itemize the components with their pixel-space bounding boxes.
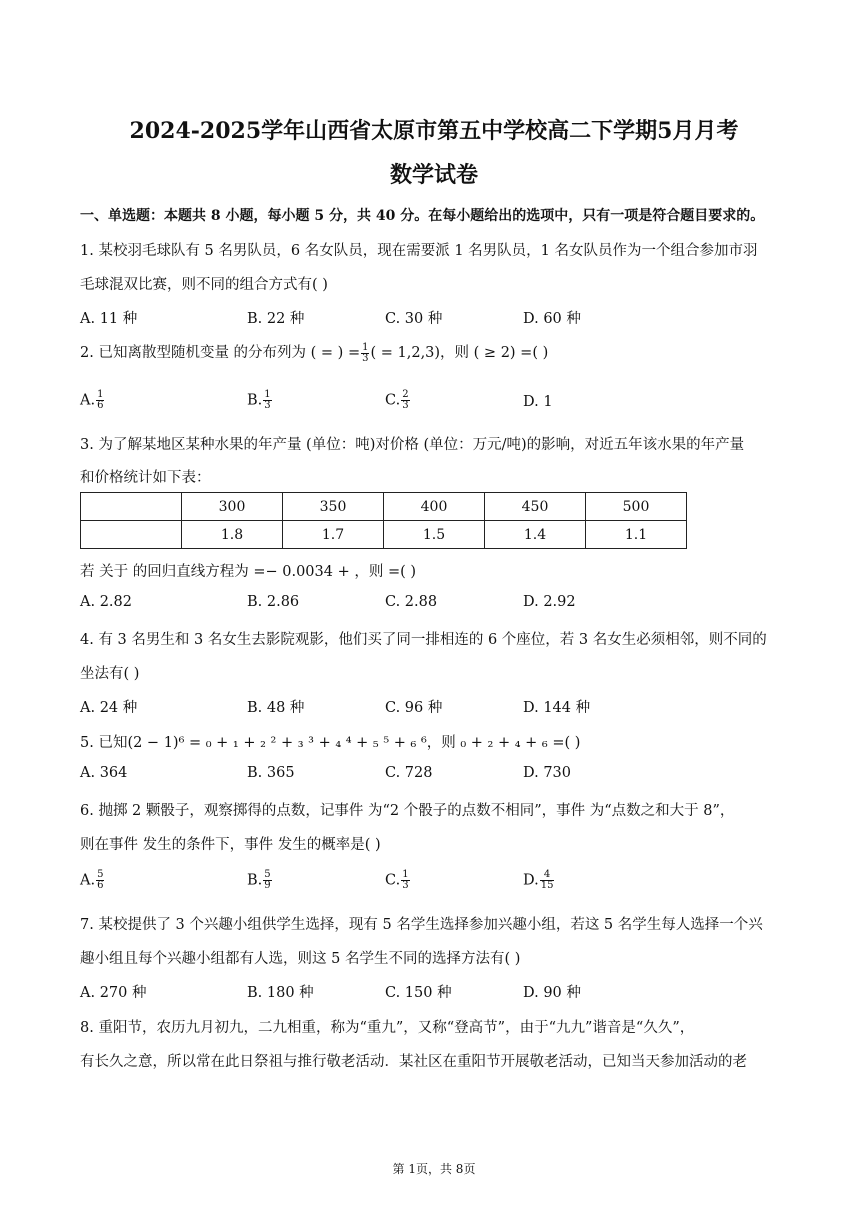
section-heading: 一、单选题：本题共 8 小题，每小题 5 分，共 40 分。在每小题给出的选项中，只有一项是符合题目要求的。: [80, 208, 765, 224]
table-cell: 1.5: [384, 521, 485, 549]
table-cell: 350: [283, 493, 384, 521]
q2-c-num: 2: [402, 389, 409, 400]
q3-line1: 3. 为了解某地区某种水果的年产量 (单位：吨)对价格 (单位：万元/吨)的影响，对近五年该水果的年产量: [80, 437, 745, 453]
q6-line2: 则在事件 发生的条件下，事件 发生的概率是( ): [80, 837, 381, 853]
q1-line1: 1. 某校羽毛球队有 5 名男队员，6 名女队员，现在需要派 1 名男队员，1 名女队员作为一个组合参加市羽: [80, 243, 758, 259]
q6-a-den: 6: [97, 880, 104, 891]
table-cell: 400: [384, 493, 485, 521]
q6-option-c-label: C.: [385, 872, 401, 889]
q4-option-b: B. 48 种: [247, 700, 305, 716]
q2-option-c-frac: [401, 390, 409, 411]
q6-a-num: 5: [97, 869, 104, 880]
q2-a-den: 6: [97, 400, 104, 411]
table-row: [81, 521, 687, 549]
q7-line1: 7. 某校提供了 3 个兴趣小组供学生选择，现有 5 名学生选择参加兴趣小组，若这 5 名学生每人选择一个兴: [80, 917, 763, 933]
q3-option-b: B. 2.86: [247, 594, 300, 610]
q2-option-a-label: A.: [80, 392, 96, 409]
q1-option-c: C. 30 种: [385, 311, 443, 327]
data-table: [80, 492, 687, 549]
q3-line3: 若 关于 的回归直线方程为 =− 0.0034 + ，则 =( ): [80, 564, 417, 580]
q3-option-a: A. 2.82: [80, 594, 132, 610]
q8-line2: 有长久之意，所以常在此日祭祖与推行敬老活动．某社区在重阳节开展敬老活动，已知当天参加活动的老: [80, 1054, 747, 1070]
q6-c-num: 1: [402, 869, 409, 880]
table-cell: [81, 521, 182, 549]
table-row: [81, 493, 687, 521]
q7-option-d: D. 90 种: [523, 985, 581, 1001]
q2-option-b: [247, 390, 273, 411]
q2-a-num: 1: [97, 389, 104, 400]
q1-option-b: B. 22 种: [247, 311, 305, 327]
q1-option-a: A. 11 种: [80, 311, 138, 327]
q5-option-a: A. 364: [80, 765, 128, 781]
q1-line2: 毛球混双比赛，则不同的组合方式有( ): [80, 277, 328, 293]
q2-b-den: 3: [264, 400, 271, 411]
q7-option-c: C. 150 种: [385, 985, 452, 1001]
q1-option-d: D. 60 种: [523, 311, 581, 327]
q2-text-post: ( = 1,2,3)，则 ( ≥ 2) =( ): [370, 345, 549, 361]
q7-option-a: A. 270 种: [80, 985, 147, 1001]
table-cell: 1.4: [485, 521, 586, 549]
q2-option-a: [80, 390, 105, 411]
q6-option-d-label: D.: [523, 872, 539, 889]
q5-option-b: B. 365: [247, 765, 295, 781]
exam-title: 2024-2025学年山西省太原市第五中学校高二下学期5月月考: [129, 118, 739, 144]
q6-option-d: [523, 870, 555, 891]
q2-frac-num: 1: [362, 341, 369, 353]
q6-option-a: [80, 870, 105, 891]
q6-line1: 6. 抛掷 2 颗骰子，观察掷得的点数，记事件 为“2 个骰子的点数不相同”，事件 为“点数之和大于 8”，: [80, 803, 735, 819]
page-footer: 第 1页，共 8页: [392, 1162, 476, 1176]
q6-d-num: 4: [540, 870, 555, 881]
q2-line: [80, 341, 548, 364]
q6-option-c: [385, 870, 411, 891]
table-cell: 300: [182, 493, 283, 521]
table-cell: 1.8: [182, 521, 283, 549]
q2-c-den: 3: [402, 400, 409, 411]
q6-b-num: 5: [264, 869, 271, 880]
q4-line2: 坐法有( ): [80, 666, 140, 682]
table-cell: 1.1: [586, 521, 687, 549]
q7-option-b: B. 180 种: [247, 985, 314, 1001]
q8-line1: 8. 重阳节，农历九月初九，二九相重，称为“重九”，又称“登高节”，由于“九九”谐音是“久久”，: [80, 1020, 695, 1036]
q6-option-a-label: A.: [80, 872, 96, 889]
q4-option-c: C. 96 种: [385, 700, 443, 716]
q6-option-c-frac: [401, 870, 409, 891]
q2-text-pre: 2. 已知离散型随机变量 的分布列为 ( = ) =: [80, 345, 361, 361]
q6-option-d-frac: [540, 870, 555, 891]
q3-option-c: C. 2.88: [385, 594, 438, 610]
q2-option-b-frac: [263, 390, 271, 411]
q2-option-a-frac: [96, 390, 104, 411]
q6-option-b-frac: [263, 870, 271, 891]
q4-option-d: D. 144 种: [523, 700, 591, 716]
q2-option-c: [385, 390, 411, 411]
q2-fraction: [361, 343, 369, 364]
q2-option-d: D. 1: [523, 394, 553, 410]
q7-line2: 趣小组且每个兴趣小组都有人选，则这 5 名学生不同的选择方法有( ): [80, 951, 521, 967]
q6-option-b: [247, 870, 273, 891]
table-cell: 450: [485, 493, 586, 521]
q4-option-a: A. 24 种: [80, 700, 138, 716]
exam-subtitle: 数学试卷: [389, 162, 478, 188]
q2-frac-den: 3: [362, 352, 369, 364]
q5-option-c: C. 728: [385, 765, 433, 781]
q2-option-c-label: C.: [385, 392, 401, 409]
table-cell: 1.7: [283, 521, 384, 549]
q6-option-b-label: B.: [247, 872, 263, 889]
table-cell: 500: [586, 493, 687, 521]
q5-line1: 5. 已知(2 − 1)⁶ = ₀ + ₁ + ₂ ² + ₃ ³ + ₄ ⁴ + ₅ ⁵ + ₆ ⁶，则 ₀ + ₂ + ₄ + ₆ =( ): [80, 735, 581, 751]
q5-option-d: D. 730: [523, 765, 572, 781]
q2-option-b-label: B.: [247, 392, 263, 409]
table-cell: [81, 493, 182, 521]
q6-d-den: 15: [540, 880, 554, 891]
q3-option-d: D. 2.92: [523, 594, 576, 610]
q3-line2: 和价格统计如下表：: [80, 470, 211, 486]
q4-line1: 4. 有 3 名男生和 3 名女生去影院观影，他们买了同一排相连的 6 个座位，若 3 名女生必须相邻，则不同的: [80, 632, 767, 648]
q6-option-a-frac: [96, 870, 104, 891]
q6-c-den: 3: [402, 880, 409, 891]
q6-b-den: 9: [264, 880, 271, 891]
q2-b-num: 1: [264, 389, 271, 400]
